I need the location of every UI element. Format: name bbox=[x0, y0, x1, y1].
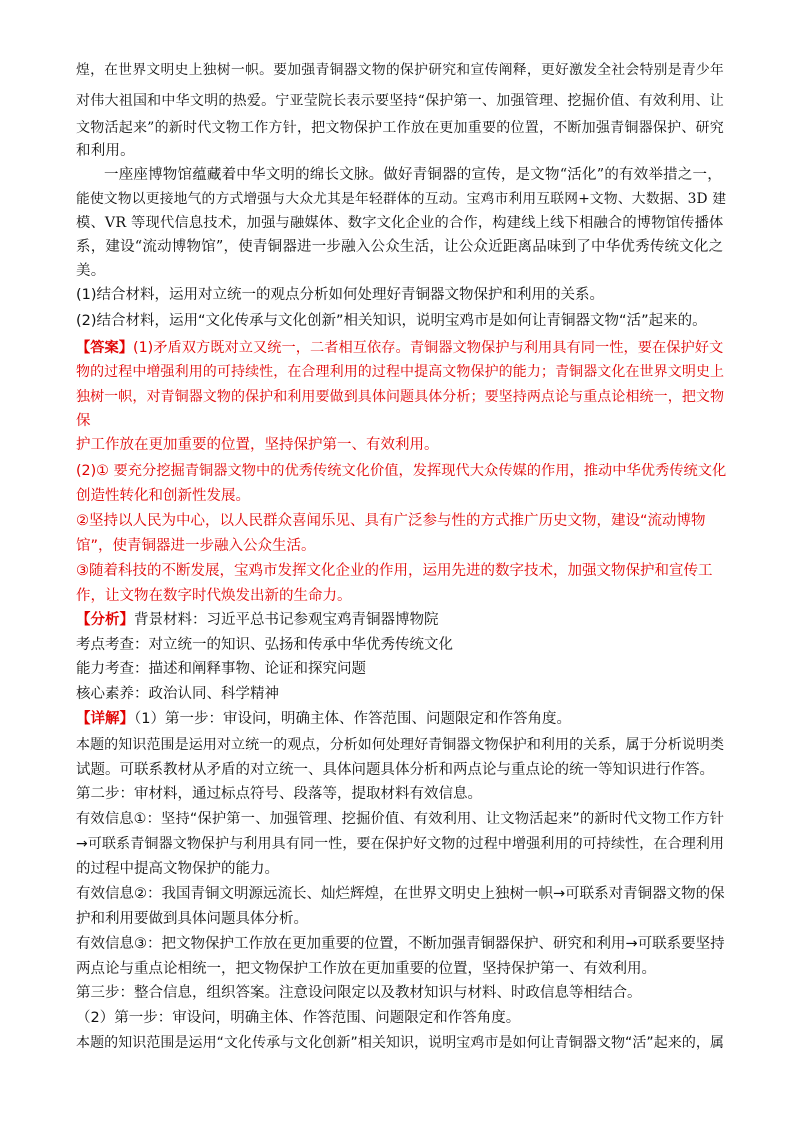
answer-line: 护工作放在更加重要的位置，坚持保护第一、有效利用。 bbox=[76, 437, 439, 453]
detail-tag: 【详解】 bbox=[76, 711, 134, 727]
answer-line: 独树一帜，对青铜器文物的保护和利用要做到具体问题具体分析；要坚持两点论与重点论相统一，把文物 bbox=[76, 389, 724, 405]
answer-line: (2)① 要充分挖掘青铜器文物中的优秀传统文化价值，发挥现代大众传媒的作用，推动中华优秀传统文化 bbox=[76, 463, 727, 479]
material-line: 美。 bbox=[76, 263, 106, 279]
detail-line: →可联系青铜器文物保护与利用具有同一性，要在保护好文物的过程中增强利用的可持续性，在合理利用 bbox=[76, 836, 724, 852]
detail-line: 的过程中提高文物保护的能力。 bbox=[76, 861, 279, 877]
answer-line bbox=[76, 338, 723, 358]
analysis-background: 【分析】背景材料：习近平总书记参观宝鸡青铜器博物院 bbox=[76, 612, 439, 628]
detail-line: 有效信息③：把文物保护工作放在更加重要的位置，不断加强青铜器保护、研究和利用→可联系要坚持 bbox=[76, 936, 725, 952]
question-1: (1)结合材料，运用对立统一的观点分析如何处理好青铜器文物保护和利用的关系。 bbox=[76, 287, 605, 303]
answer-line: 保 bbox=[76, 413, 91, 429]
material-line: 煌，在世界文明史上独树一帜。要加强青铜器文物的保护研究和宣传阐释，更好激发全社会特别是青少年 bbox=[76, 62, 724, 78]
material-line: 能使文物以更接地气的方式增强与大众尤其是年轻群体的互动。宝鸡市利用互联网+文物、大数据、3D 建 bbox=[76, 191, 727, 207]
detail-line: 本题的知识范围是运用“文化传承与文化创新”相关知识，说明宝鸡市是如何让青铜器文物“活”起来的，属 bbox=[76, 1035, 724, 1051]
material-line: 模、VR 等现代信息技术，加强与融媒体、数字文化企业的合作，构建线上线下相融合的博物馆传播体 bbox=[76, 215, 724, 231]
material-line: 和利用。 bbox=[76, 143, 135, 159]
analysis-literacy: 核心素养：政治认同、科学精神 bbox=[76, 686, 279, 702]
detail-line: 有效信息①：坚持“保护第一、加强管理、挖掘价值、有效利用、让文物活起来”的新时代文物工作方针 bbox=[76, 811, 724, 827]
material-line: 对伟大祖国和中华文明的热爱。宁亚莹院长表示要坚持“保护第一、加强管理、挖掘价值、有效利用、让 bbox=[76, 93, 724, 109]
analysis-points: 考点考查：对立统一的知识、弘扬和传承中华优秀传统文化 bbox=[76, 637, 453, 653]
analysis-ability: 能力考查：描述和阐释事物、论证和探究问题 bbox=[76, 661, 366, 677]
answer-text: (1)矛盾双方既对立又统一，二者相互依存。青铜器文物保护与利用具有同一性，要在保护好文 bbox=[133, 340, 724, 356]
detail-line: 两点论与重点论相统一，把文物保护工作放在更加重要的位置，坚持保护第一、有效利用。 bbox=[76, 961, 656, 977]
answer-line: 作，让文物在数字时代焕发出新的生命力。 bbox=[76, 588, 352, 604]
answer-line: 馆”，使青铜器进一步融入公众生活。 bbox=[76, 538, 316, 554]
analysis-tag: 【分析】 bbox=[76, 612, 134, 628]
answer-line: 创造性转化和创新性发展。 bbox=[76, 488, 250, 504]
detail-line: 试题。可联系教材从矛盾的对立统一、具体问题具体分析和两点论与重点论的统一等知识进行作答。 bbox=[76, 762, 714, 778]
answer-tag: 【答案】 bbox=[76, 340, 134, 356]
detail-line: 有效信息②：我国青铜文明源远流长、灿烂辉煌，在世界文明史上独树一帜→可联系对青铜器文物的保 bbox=[76, 886, 725, 902]
answer-line: ②坚持以人民为中心，以人民群众喜闻乐见、具有广泛参与性的方式推广历史文物，建设“流动博物 bbox=[76, 513, 706, 529]
detail-line: 护和利用要做到具体问题具体分析。 bbox=[76, 911, 308, 927]
material-line: 系，建设“流动博物馆”，使青铜器进一步融入公众生活，让公众近距离品味到了中华优秀传统文化之 bbox=[76, 239, 724, 255]
answer-line: ③随着科技的不断发展，宝鸡市发挥文化企业的作用，运用先进的数字技术，加强文物保护和宣传工 bbox=[76, 563, 713, 579]
detail-line: 第三步：整合信息，组织答案。注意设问限定以及教材知识与材料、时政信息等相结合。 bbox=[76, 985, 642, 1001]
detail-line: 本题的知识范围是运用对立统一的观点，分析如何处理好青铜器文物保护和利用的关系，属于分析说明类 bbox=[76, 737, 724, 753]
answer-line: 物的过程中增强利用的可持续性，在合理利用的过程中提高文物保护的能力；青铜器文化在世界文明史上 bbox=[76, 364, 724, 380]
detail-line: （2）第一步：审设问，明确主体、作答范围、问题限定和作答角度。 bbox=[76, 1010, 521, 1026]
detail-line: 【详解】（1）第一步：审设问，明确主体、作答范围、问题限定和作答角度。 bbox=[76, 711, 571, 727]
detail-line: 第二步：审材料，通过标点符号、段落等，提取材料有效信息。 bbox=[76, 786, 482, 802]
question-2: (2)结合材料，运用“文化传承与文化创新”相关知识，说明宝鸡市是如何让青铜器文物“活”起来的。 bbox=[76, 313, 707, 329]
material-line: 一座座博物馆蕴藏着中华文明的绵长文脉。做好青铜器的宣传，是文物“活化”的有效举措之一， bbox=[104, 167, 722, 183]
material-line: 文物活起来”的新时代文物工作方针，把文物保护工作放在更加重要的位置，不断加强青铜器保护、研究 bbox=[76, 120, 724, 136]
